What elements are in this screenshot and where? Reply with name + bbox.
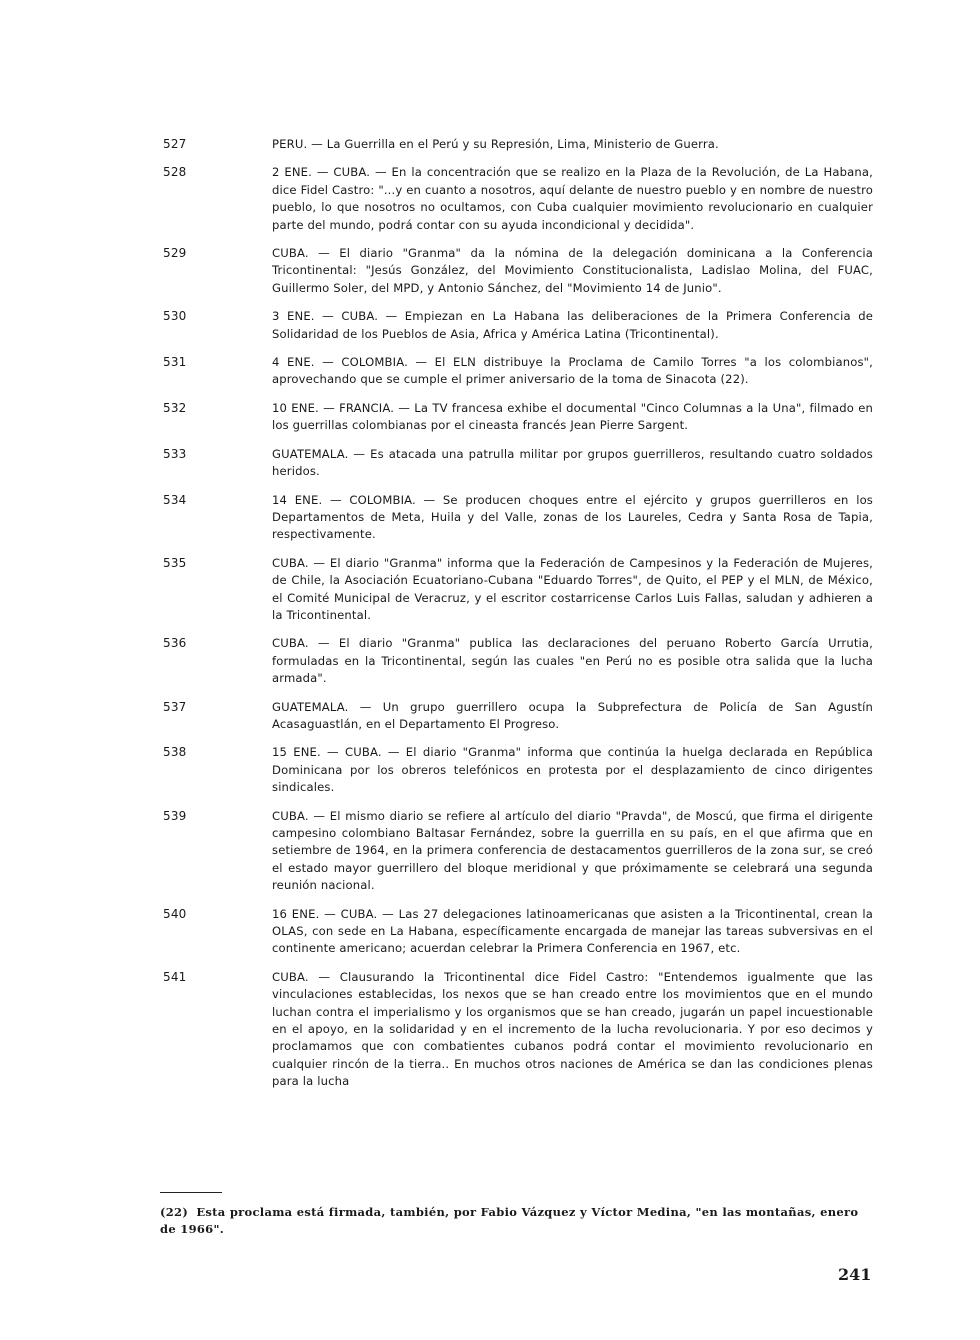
chronology-entry — [163, 446, 873, 481]
entry-text: 2 ENE. — CUBA. — En la concentración que se realizo en la Plaza de la Revolución, de La Habana, dice Fidel Castro: "...y en cuanto a nosotros, aquí delante de nuestro pueblo y en nombre de nuestro pueblo, lo que nosotros no ocultamos, con Cuba cualquier movimiento revolucionario en cualquier parte del mundo, podrá contar con su ayuda incondicional y decidida". — [272, 165, 873, 232]
footnote-marker: (22) — [160, 1205, 189, 1219]
chronology-entry — [163, 969, 873, 1091]
footnote-divider — [160, 1192, 222, 1193]
entry-text: 14 ENE. — COLOMBIA. — Se producen choques entre el ejército y grupos guerrilleros en los Departamentos de Meta, Huila y del Valle, zonas de los Laureles, Cedra y Santa Rosa de Tapia, respectivamente. — [272, 492, 873, 542]
chronology-entry — [163, 492, 873, 544]
entry-number: 534 — [163, 492, 187, 507]
chronology-entry — [163, 555, 873, 625]
entry-number: 541 — [163, 969, 187, 984]
entry-number: 539 — [163, 808, 187, 823]
chronology-list — [163, 136, 873, 1102]
chronology-entry — [163, 699, 873, 734]
entry-number: 532 — [163, 400, 187, 415]
entry-text: GUATEMALA. — Es atacada una patrulla militar por grupos guerrilleros, resultando cuatro soldados heridos. — [272, 446, 873, 479]
footnote-text: Esta proclama está firmada, también, por Fabio Vázquez y Víctor Medina, "en las montañas, enero de 1966". — [160, 1205, 859, 1236]
chronology-entry — [163, 744, 873, 796]
entry-text: 4 ENE. — COLOMBIA. — El ELN distribuye la Proclama de Camilo Torres "a los colombianos", aprovechando que se cumple el primer aniversario de la toma de Sinacota (22). — [272, 355, 873, 387]
entry-text: 15 ENE. — CUBA. — El diario "Granma" informa que continúa la huelga declarada en República Dominicana por los obreros telefónicos en protesta por el desplazamiento de cinco dirigentes sindicales. — [272, 745, 873, 795]
chronology-entry — [163, 354, 873, 389]
entry-text: PERU. — La Guerrilla en el Perú y su Represión, Lima, Ministerio de Guerra. — [272, 137, 719, 151]
footnote — [160, 1204, 872, 1238]
entry-number: 528 — [163, 165, 187, 180]
entry-number: 527 — [163, 137, 187, 151]
entry-number: 535 — [163, 555, 187, 570]
entry-number: 538 — [163, 745, 187, 760]
chronology-entry — [163, 808, 873, 895]
entry-text: 16 ENE. — CUBA. — Las 27 delegaciones latinoamericanas que asisten a la Tricontinental, crean la OLAS, con sede en La Habana, específicamente encargada de manejar las tareas subversivas en el continente americano; acuerdan celebrar la Primera Conferencia en 1967, etc. — [272, 906, 873, 956]
entry-number: 531 — [163, 355, 187, 370]
chronology-entry — [163, 308, 873, 343]
chronology-entry — [163, 245, 873, 297]
page-number: 241 — [838, 1265, 872, 1284]
entry-text: 3 ENE. — CUBA. — Empiezan en La Habana las deliberaciones de la Primera Conferencia de Solidaridad de los Pueblos de Asia, Africa y América Latina (Tricontinental). — [272, 309, 873, 341]
entry-text: CUBA. — El diario "Granma" publica las declaraciones del peruano Roberto García Urrutia, formuladas en la Tricontinental, según las cuales "en Perú no es posible otra salida que la lucha armada". — [272, 636, 873, 686]
entry-number: 540 — [163, 906, 187, 921]
entry-text: GUATEMALA. — Un grupo guerrillero ocupa la Subprefectura de Policía de San Agustín Acasaguastlán, en el Departamento El Progreso. — [272, 699, 873, 731]
chronology-entry — [163, 906, 873, 958]
entry-number: 536 — [163, 636, 187, 651]
chronology-entry — [163, 136, 873, 153]
entry-text: 10 ENE. — FRANCIA. — La TV francesa exhibe el documental "Cinco Columnas a la Una", filmado en los guerrillas colombianas por el cineasta francés Jean Pierre Sargent. — [272, 400, 873, 433]
entry-text: CUBA. — El diario "Granma" informa que la Federación de Campesinos y la Federación de Mujeres, de Chile, la Asociación Ecuatoriano-Cubana "Eduardo Torres", de Quito, el PEP y el MLN, de México, el Comité Municipal de Veracruz, y el escritor costarricense Carlos Luis Fallas, saludan y adhieren a la Tricontinental. — [272, 555, 873, 622]
entry-number: 530 — [163, 309, 187, 324]
chronology-entry — [163, 400, 873, 435]
chronology-entry — [163, 635, 873, 687]
entry-number: 529 — [163, 246, 187, 261]
entry-text: CUBA. — El diario "Granma" da la nómina de la delegación dominicana a la Conferencia Tricontinental: "Jesús González, del Movimiento Constitucionalista, Ladislao Molina, del FUAC, Guillermo Soler, del MPD, y Antonio Sánchez, del "Movimiento 14 de Junio". — [272, 246, 873, 295]
chronology-entry — [163, 164, 873, 234]
entry-text: CUBA. — El mismo diario se refiere al artículo del diario "Pravda", de Moscú, que firma el dirigente campesino colombiano Baltasar Fernández, sobre la guerrilla en su país, en el que afirma que en setiembre de 1964, en la primera conferencia de destacamentos guerrilleros de la zona sur, se creó el estado mayor guerrillero del bloque meridional y que próximamente se celebrará una segunda reunión nacional. — [272, 808, 873, 893]
entry-number: 537 — [163, 699, 187, 714]
entry-number: 533 — [163, 446, 187, 461]
entry-text: CUBA. — Clausurando la Tricontinental dice Fidel Castro: "Entendemos igualmente que las vinculaciones establecidas, los nexos que se han creado entre los movimientos que en el mundo luchan contra el imperialismo y los organismos que se han creado, jugarán un papel incuestionable en el apoyo, en la solidaridad y en el incremento de la lucha revolucionaria. Y por eso decimos y proclamamos que con combatientes cubanos podrá contar el movimiento revolucionario en cualquier rincón de la tierra.. En muchos otros naciones de América se dan las condiciones plenas para la lucha — [272, 969, 873, 1089]
